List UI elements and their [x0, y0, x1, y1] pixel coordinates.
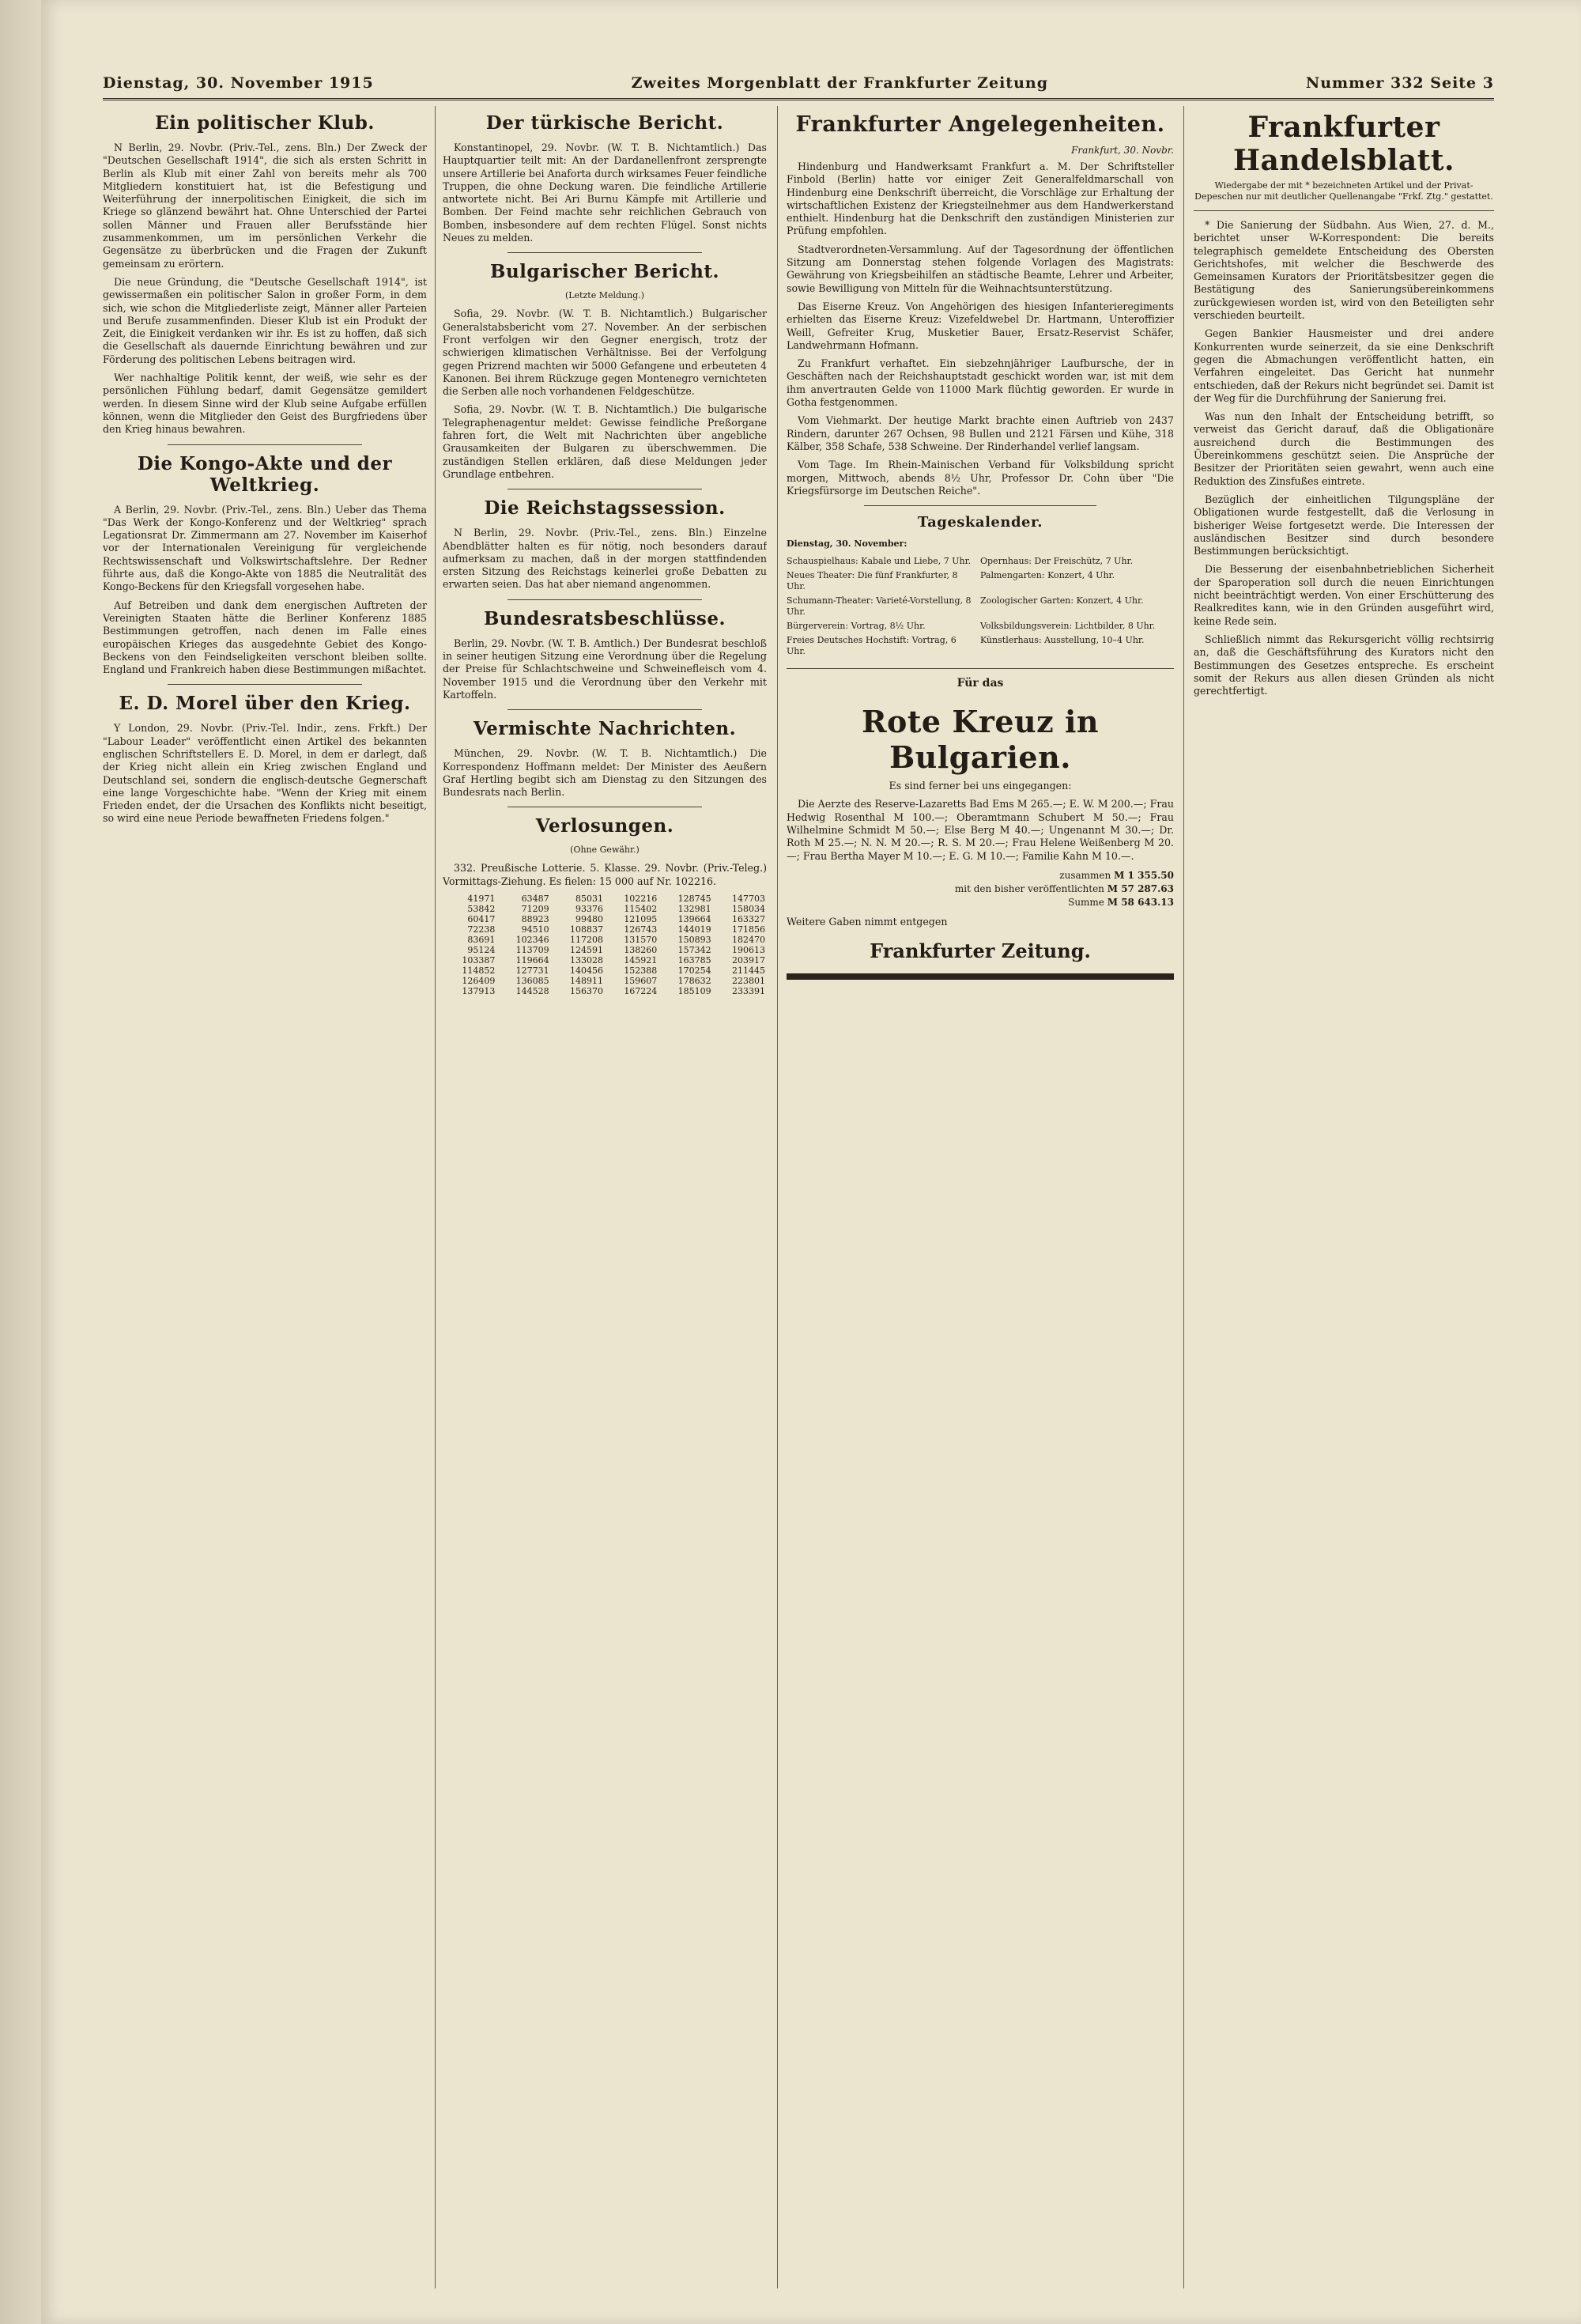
lottery-number: 93376 [575, 903, 603, 914]
column-2 [443, 106, 767, 2288]
header-rule [103, 98, 1494, 100]
lottery-number: 148911 [569, 975, 603, 986]
article-paragraph: Die neue Gründung, die "Deutsche Gesellschaft 1914", ist gewissermaßen ein politischer Salon in großer Form, in dem sich, wie schon die Mitgliederliste zeigt, Männer aller Parteien und Berufe zusammenfinden. Dieser Klub ist ein Produkt der Zeit, die Einigkeit verdanken wir ihr. Es ist zu hoffen, daß sich die Gesellschaft als dauernde Einrichtung bewähren und zur Förderung des politischen Lebens beitragen wird. [103, 275, 427, 365]
lottery-number: 157342 [677, 944, 711, 955]
article-title: Die Kongo-Akte und der Weltkrieg. [137, 452, 393, 496]
article-paragraph: Was nun den Inhalt der Entscheidung betrifft, so verweist das Gericht darauf, daß die Obligationäre ausreichend durch die Bestimmungen des Übereinkommens geschützt seien. Die Ansprüche der Besitzer der Prioritäten seien gewahrt, wenn auch eine Reduktion des Zinsfußes eintrete. [1194, 410, 1494, 487]
calendar-entry: Bürgerverein: Vortrag, 8½ Uhr. [787, 621, 926, 632]
article-paragraph: Das Eiserne Kreuz. Von Angehörigen des hiesigen Infanterieregiments erhielten das Eiserne Kreuz: Vizefeldwebel Dr. Hartmann, Unteroffizier Weill, Gefreiter Krug, Musketier Bauer, Ersatz-Reservist Schäfer, Landwehrmann Hofmann. [787, 300, 1174, 351]
divider [508, 252, 702, 253]
lottery-number: 138260 [624, 944, 658, 955]
article-paragraph: Stadtverordneten-Versammlung. Auf der Tagesordnung der öffentlichen Sitzung am Donnerstag stehen folgende Vorlagen des Magistrats: Gewährung von Kriegsbeihilfen an städtische Beamte, Lehrer und Arbeiter, sowie Bewilligung von Mitteln für die Weihnachtsunterstützung. [787, 243, 1174, 294]
lottery-number: 203917 [732, 954, 765, 965]
article-paragraph: Hindenburg und Handwerksamt Frankfurt a. M. Der Schriftsteller Finbold (Berlin) hatte vor einiger Zeit Generalfeldmarschall von Hindenburg eine Denkschrift überreicht, die Vorschläge zur Erhaltung der wirtschaftlichen Existenz der Kriegsteilnehmer aus dem Handwerkerstand enthielt. Hindenburg hat die Denkschrift den zuständigen Ministerien zur Prüfung empfohlen. [787, 161, 1174, 237]
divider [508, 709, 702, 710]
lottery-number: 185109 [677, 985, 711, 996]
lottery-row [443, 904, 767, 914]
lottery-number: 190613 [732, 944, 765, 955]
header-edition: Zweites Morgenblatt der Frankfurter Zeitung [631, 74, 1048, 92]
article-title: Die Reichstagssession. [484, 497, 726, 520]
section-title: Frankfurter Angelegenheiten. [795, 112, 1165, 137]
lottery-number: 88923 [521, 913, 549, 924]
lottery-row [443, 955, 767, 965]
lottery-number: 113709 [515, 944, 549, 955]
column-1 [103, 106, 427, 2288]
lottery-number: 223801 [732, 975, 765, 986]
column-divider [1183, 106, 1184, 2288]
lottery-number: 53842 [467, 903, 496, 914]
lottery-number: 126743 [624, 924, 658, 935]
article-paragraph: Schließlich nimmt das Rekursgericht völlig rechtsirrig an, daß die Geschäftsführung des Kurators nicht den Bestimmungen des Gesetzes entspreche. Es erscheint somit der Rekurs aus allen diesen Gründen als nicht gerechtfertigt. [1194, 633, 1494, 697]
article-title: E. D. Morel über den Krieg. [119, 693, 411, 715]
lottery-number: 60417 [467, 913, 496, 924]
total-label: mit den bisher veröffentlichten [954, 882, 1104, 894]
lottery-number: 102216 [624, 893, 658, 904]
lottery-number: 145921 [624, 954, 658, 965]
article-paragraph: Y London, 29. Novbr. (Priv.-Tel. Indir., zens. Frkft.) Der "Labour Leader" veröffentlicht einen Artikel des bekannten englischen Schriftstellers E. D. Morel, in dem er darlegt, daß der Krieg nicht allein ein Krieg zwischen England und Deutschland sei, sondern die englisch-deutsche Gegnerschaft eine lange Vorgeschichte habe. "Wenn der Krieg mit einem Frieden endet, der die Ursachen des Konflikts nicht beseitigt, so wird eine neue Periode bewaffneten Friedens folgen." [103, 722, 427, 825]
lottery-number: 158034 [732, 903, 765, 914]
calendar-list [787, 556, 1174, 660]
column-divider [435, 106, 436, 2288]
lottery-number: 85031 [575, 893, 603, 904]
lottery-row [443, 894, 767, 904]
article-paragraph: München, 29. Novbr. (W. T. B. Nichtamtlich.) Die Korrespondenz Hoffmann meldet: Der Minister des Aeußern Graf Hertling begibt sich am Dienstag zu den Sitzungen des Bundesrats nach Berlin. [443, 747, 767, 799]
lottery-number: 132981 [677, 903, 711, 914]
article-paragraph: Sofia, 29. Novbr. (W. T. B. Nichtamtlich.) Die bulgarische Telegraphenagentur meldet: Gewisse feindliche Preßorgane fahren fort, die Welt mit Nachrichten über angebliche Grausamkeiten der Bulgaren zu überschwemmen. Die zuständigen Stellen erklären, daß diese Meldungen jeder Grundlage entbehren. [443, 403, 767, 480]
divider [508, 599, 702, 600]
lottery-number: 137913 [462, 985, 496, 996]
calendar-entry: Zoologischer Garten: Konzert, 4 Uhr. [980, 595, 1144, 607]
calendar-entry: Schauspielhaus: Kabale und Liebe, 7 Uhr. [787, 556, 972, 567]
article-title: Verlosungen. [535, 815, 674, 837]
lottery-number: 103387 [462, 954, 496, 965]
article-title: Bulgarischer Bericht. [490, 261, 719, 283]
lottery-number: 133028 [569, 954, 603, 965]
lottery-number: 147703 [732, 893, 765, 904]
lottery-number: 41971 [467, 893, 496, 904]
total-label: zusammen [1059, 869, 1111, 881]
divider [1194, 210, 1494, 211]
lottery-number: 233391 [732, 985, 765, 996]
lottery-number: 94510 [521, 924, 549, 935]
lottery-number: 108837 [569, 924, 603, 935]
lottery-number: 159607 [624, 975, 658, 986]
article-paragraph: Vom Viehmarkt. Der heutige Markt brachte einen Auftrieb von 2437 Rindern, darunter 267 Ochsen, 98 Bullen und 2121 Färsen und Kühe, 318 Kälber, 358 Schafe, 538 Schweine. Der Rinderhandel verlief langsam. [787, 414, 1174, 452]
lottery-row [443, 935, 767, 945]
article-paragraph: Die Besserung der eisenbahnbetrieblichen Sicherheit der Sparoperation soll durch die neuen Einrichtungen nicht beeinträchtigt werden. Von einer Erschütterung des Realkredites kann, wie in den Gründen ausgeführt wird, keine Rede sein. [1194, 563, 1494, 627]
divider [168, 444, 362, 445]
article-paragraph: Auf Betreiben und dank dem energischen Auftreten der Vereinigten Staaten hätte die Berliner Konferenz 1885 Bestimmungen getroffen, nach denen im Falle eines europäischen Krieges das ausgedehnte Gebiet des Kongo-Beckens von den Feindseligkeiten verschont bleiben sollte. England und Frankreich haben diese Bestimmungen mißachtet. [103, 599, 427, 676]
article-title: Bundesratsbeschlüsse. [483, 607, 726, 629]
lottery-number: 171856 [732, 924, 765, 935]
lottery-number: 124591 [569, 944, 603, 955]
article-title: Der türkische Bericht. [485, 112, 724, 134]
lottery-number: 114852 [462, 965, 496, 976]
lottery-number: 144528 [515, 985, 549, 996]
appeal-title: Rote Kreuz in Bulgarien. [861, 704, 1100, 776]
lottery-number: 71209 [521, 903, 549, 914]
lottery-number: 131570 [624, 934, 658, 945]
lottery-row [443, 914, 767, 924]
article-paragraph: 332. Preußische Lotterie. 5. Klasse. 29. Novbr. (Priv.-Teleg.) Vormittags-Ziehung. Es fielen: 15 000 auf Nr. 102216. [443, 862, 767, 887]
donation-totals [787, 869, 1174, 909]
calendar-title: Tageskalender. [917, 514, 1043, 531]
article-paragraph: Sofia, 29. Novbr. (W. T. B. Nichtamtlich.) Bulgarischer Generalstabsbericht vom 27. November. An der serbischen Front verfolgen wir den Gegner energisch, trotz der schwierigen klimatischen Verhältnisse. Bei der Verfolgung gegen Prizrend machten wir 5000 Gefangene und erbeuteten 4 Kanonen. Bei ihrem Rückzuge gegen Montenegro vernichteten die Serben alle noch vorhandenen Feldgeschütze. [443, 308, 767, 398]
lottery-number: 163327 [732, 913, 765, 924]
lottery-number: 152388 [624, 965, 658, 976]
calendar-entry: Volksbildungsverein: Lichtbilder, 8 Uhr. [980, 621, 1156, 632]
lottery-number: 126409 [462, 975, 496, 986]
article-title: Vermischte Nachrichten. [473, 718, 737, 740]
article-paragraph: N Berlin, 29. Novbr. (Priv.-Tel., zens. Bln.) Einzelne Abendblätter halten es für nötig, noch besonders darauf aufmerksam zu machen, daß in der morgen stattfindenden ersten Sitzung des Reichstags keinerlei große Debatten zu erwarten seien. Das hat aber niemand angenommen. [443, 527, 767, 591]
lottery-number: 136085 [515, 975, 549, 986]
calendar-entry: Freies Deutsches Hochstift: Vortrag, 6 Uhr. [787, 635, 957, 657]
lottery-row [443, 924, 767, 935]
lottery-row [443, 965, 767, 976]
divider [168, 684, 362, 685]
lottery-number: 83691 [467, 934, 496, 945]
total-value: M 58 643.13 [1107, 896, 1174, 908]
section-masthead: Frankfurter Handelsblatt. [1233, 111, 1455, 177]
article-paragraph: Vom Tage. Im Rhein-Mainischen Verband für Volksbildung spricht morgen, Mittwoch, abends 8½ Uhr, Professor Dr. Cohn über "Die Kriegsfürsorge im Deutschen Reiche". [787, 459, 1174, 497]
calendar-date: Dienstag, 30. November: [787, 538, 907, 550]
lottery-number: 115402 [624, 903, 658, 914]
divider [787, 668, 1174, 669]
lottery-number: 170254 [677, 965, 711, 976]
lottery-number: 139664 [677, 913, 711, 924]
lottery-number: 211445 [732, 965, 765, 976]
calendar-entry: Künstlerhaus: Ausstellung, 10–4 Uhr. [980, 635, 1145, 646]
article-subtitle: (Letzte Meldung.) [564, 290, 645, 301]
article-paragraph: Konstantinopel, 29. Novbr. (W. T. B. Nichtamtlich.) Das Hauptquartier teilt mit: An der Dardanellenfront zersprengte unsere Artillerie bei Anaforta durch wirksames Feuer feindliche Truppen, die ohne Deckung waren. Die feindliche Artillerie antwortete nicht. Bei Ari Burnu Kämpfe mit Artillerie und Bomben. Der Feind machte sehr reichlichen Gebrauch von Bomben, insbesondere auf dem rechten Flügel. Sonst nichts Neues zu melden. [443, 142, 767, 244]
lottery-number: 140456 [569, 965, 603, 976]
article-paragraph: A Berlin, 29. Novbr. (Priv.-Tel., zens. Bln.) Ueber das Thema "Das Werk der Kongo-Konferenz und der Weltkrieg" sprach Legationsrat Dr. Zimmermann am 27. November im Kaiserhof vor der Internationalen Vereinigung für vergleichende Rechtswissenschaft und Volkswirtschaftslehre. Der Redner führte aus, daß die Kongo-Akte von 1885 die Neutralität des Kongo-Beckens für den Kriegsfall vorgesehen habe. [103, 503, 427, 593]
article-paragraph: N Berlin, 29. Novbr. (Priv.-Tel., zens. Bln.) Der Zweck der "Deutschen Gesellschaft 1914", die sich als ersten Schritt in Berlin als Klub mit einer Zahl von bereits mehr als 700 Mitgliedern konstituiert hat, ist die Befestigung und Weiterführung der innerpolitischen Einigkeit, die sich im Kriege so glänzend bewährt hat. Ohne Unterschied der Partei sollen Männer und Frauen aller Berufsstände hier zusammenkommen, um im persönlichen Verkehr die Gegensätze zu überbrücken und die Fragen der Zukunft gemeinsam zu erörtern. [103, 142, 427, 270]
article-paragraph: Bezüglich der einheitlichen Tilgungspläne der Obligationen wurde festgestellt, daß die Verlosung in bisheriger Weise fortgesetzt werde. Die Interessen der ausländischen Besitzer sind durch besondere Bestimmungen berücksichtigt. [1194, 493, 1494, 557]
lottery-number: 117208 [569, 934, 603, 945]
lottery-number: 128745 [677, 893, 711, 904]
calendar-entry: Neues Theater: Die fünf Frankfurter, 8 Uhr. [787, 570, 958, 592]
lottery-number: 156370 [569, 985, 603, 996]
lottery-number: 163785 [677, 954, 711, 965]
lottery-number: 150893 [677, 934, 711, 945]
column-4 [1194, 106, 1494, 2288]
lottery-number: 119664 [515, 954, 549, 965]
article-paragraph: Berlin, 29. Novbr. (W. T. B. Amtlich.) Der Bundesrat beschloß in seiner heutigen Sitzung eine Verordnung über die Regelung der Preise für Schlachtschweine und Schweinefleisch vom 4. November 1915 und die Verordnung über den Verkehr mit Kartoffeln. [443, 637, 767, 701]
calendar-entry: Palmengarten: Konzert, 4 Uhr. [980, 570, 1115, 581]
black-rule [787, 973, 1174, 980]
lottery-table [443, 894, 767, 996]
reprint-notice: Wiedergabe der mit * bezeichneten Artikel und der Privat-Depeschen nur mit deutlicher Quellenangabe "Frkf. Ztg." gestattet. [1194, 180, 1493, 202]
book-binding [0, 0, 41, 2324]
donor-list: Die Aerzte des Reserve-Lazaretts Bad Ems M 265.—; E. W. M 200.—; Frau Hedwig Rosenthal M 100.—; Oberamtmann Schubert M 50.—; Frau Wilhelmine Schmidt M 50.—; Else Berg M 40.—; Ungenannt M 30.—; Dr. Roth M 25.—; N. N. M 20.—; R. S. M 20.—; Frau Helene Weißenberg M 20.—; Frau Bertha Mayer M 10.—; E. G. M 10.—; Familie Kahn M 10.—. [787, 798, 1174, 862]
lottery-row [443, 945, 767, 955]
header-page-number: Nummer 332 Seite 3 [1305, 74, 1494, 92]
lottery-row [443, 976, 767, 986]
article-paragraph: Gegen Bankier Hausmeister und drei andere Konkurrenten wurde seinerzeit, da sie eine Denkschrift gegen die Abmachungen veröffentlicht hatten, ein Verfahren eingeleitet. Das Gericht hat nunmehr entschieden, daß der Rekurs nicht begründet sei. Damit ist der Weg für die Durchführung der Sanierung frei. [1194, 327, 1494, 404]
lottery-row [443, 986, 767, 996]
column-3 [787, 106, 1174, 2288]
publisher-signoff: Frankfurter Zeitung. [870, 939, 1091, 963]
header-date: Dienstag, 30. November 1915 [103, 74, 374, 92]
article-title: Ein politischer Klub. [155, 112, 375, 134]
divider [864, 505, 1096, 506]
lottery-number: 167224 [624, 985, 658, 996]
article-paragraph: Wer nachhaltige Politik kennt, der weiß, wie sehr es der persönlichen Fühlung bedarf, damit Gegensätze gemildert werden. In diesem Sinne wird der Klub seine Aufgabe erfüllen können, wenn die Mitglieder den Geist des Burgfriedens über den Krieg hinaus bewahren. [103, 372, 427, 436]
lottery-number: 178632 [677, 975, 711, 986]
total-value: M 1 355.50 [1114, 869, 1174, 881]
total-label: Summe [1068, 896, 1104, 908]
article-paragraph: * Die Sanierung der Südbahn. Aus Wien, 27. d. M., berichtet unser W-Korrespondent: Die bereits telegraphisch gemeldete Entscheidung des Obersten Gerichtshofes, mit welcher die Beschwerde des Gemeinsamen Kurators der Prioritätsbesitzer gegen die Bestätigung des Sanierungsübereinkommens zurückgewiesen worden ist, wird von den Beteiligten sehr verschieden beurteilt. [1194, 219, 1494, 322]
lottery-number: 102346 [515, 934, 549, 945]
lottery-number: 121095 [624, 913, 658, 924]
column-divider [777, 106, 778, 2288]
lottery-number: 99480 [575, 913, 603, 924]
total-value: M 57 287.63 [1107, 882, 1174, 894]
calendar-entry: Opernhaus: Der Freischütz, 7 Uhr. [980, 556, 1134, 567]
lottery-number: 63487 [521, 893, 549, 904]
calendar-entry: Schumann-Theater: Varieté-Vorstellung, 8 Uhr. [787, 595, 972, 618]
lottery-number: 95124 [467, 944, 496, 955]
lottery-number: 127731 [515, 965, 549, 976]
lottery-number: 182470 [732, 934, 765, 945]
running-header [103, 70, 1494, 96]
article-subtitle: (Ohne Gewähr.) [570, 845, 640, 856]
lottery-number: 144019 [677, 924, 711, 935]
appeal-intro: Für das [957, 677, 1004, 690]
appeal-paragraph: Es sind ferner bei uns eingegangen: [889, 780, 1072, 792]
article-paragraph: Zu Frankfurt verhaftet. Ein siebzehnjähriger Laufbursche, der in Geschäften nach der Reichshauptstadt geschickt worden war, ist mit dem ihm anvertrauten Gelde von 11000 Mark flüchtig geworden. Er wurde in Gotha festgenommen. [787, 357, 1174, 409]
lottery-number: 72238 [467, 924, 496, 935]
appeal-paragraph: Weitere Gaben nimmt entgegen [787, 915, 948, 928]
dateline: Frankfurt, 30. Novbr. [1071, 145, 1174, 156]
